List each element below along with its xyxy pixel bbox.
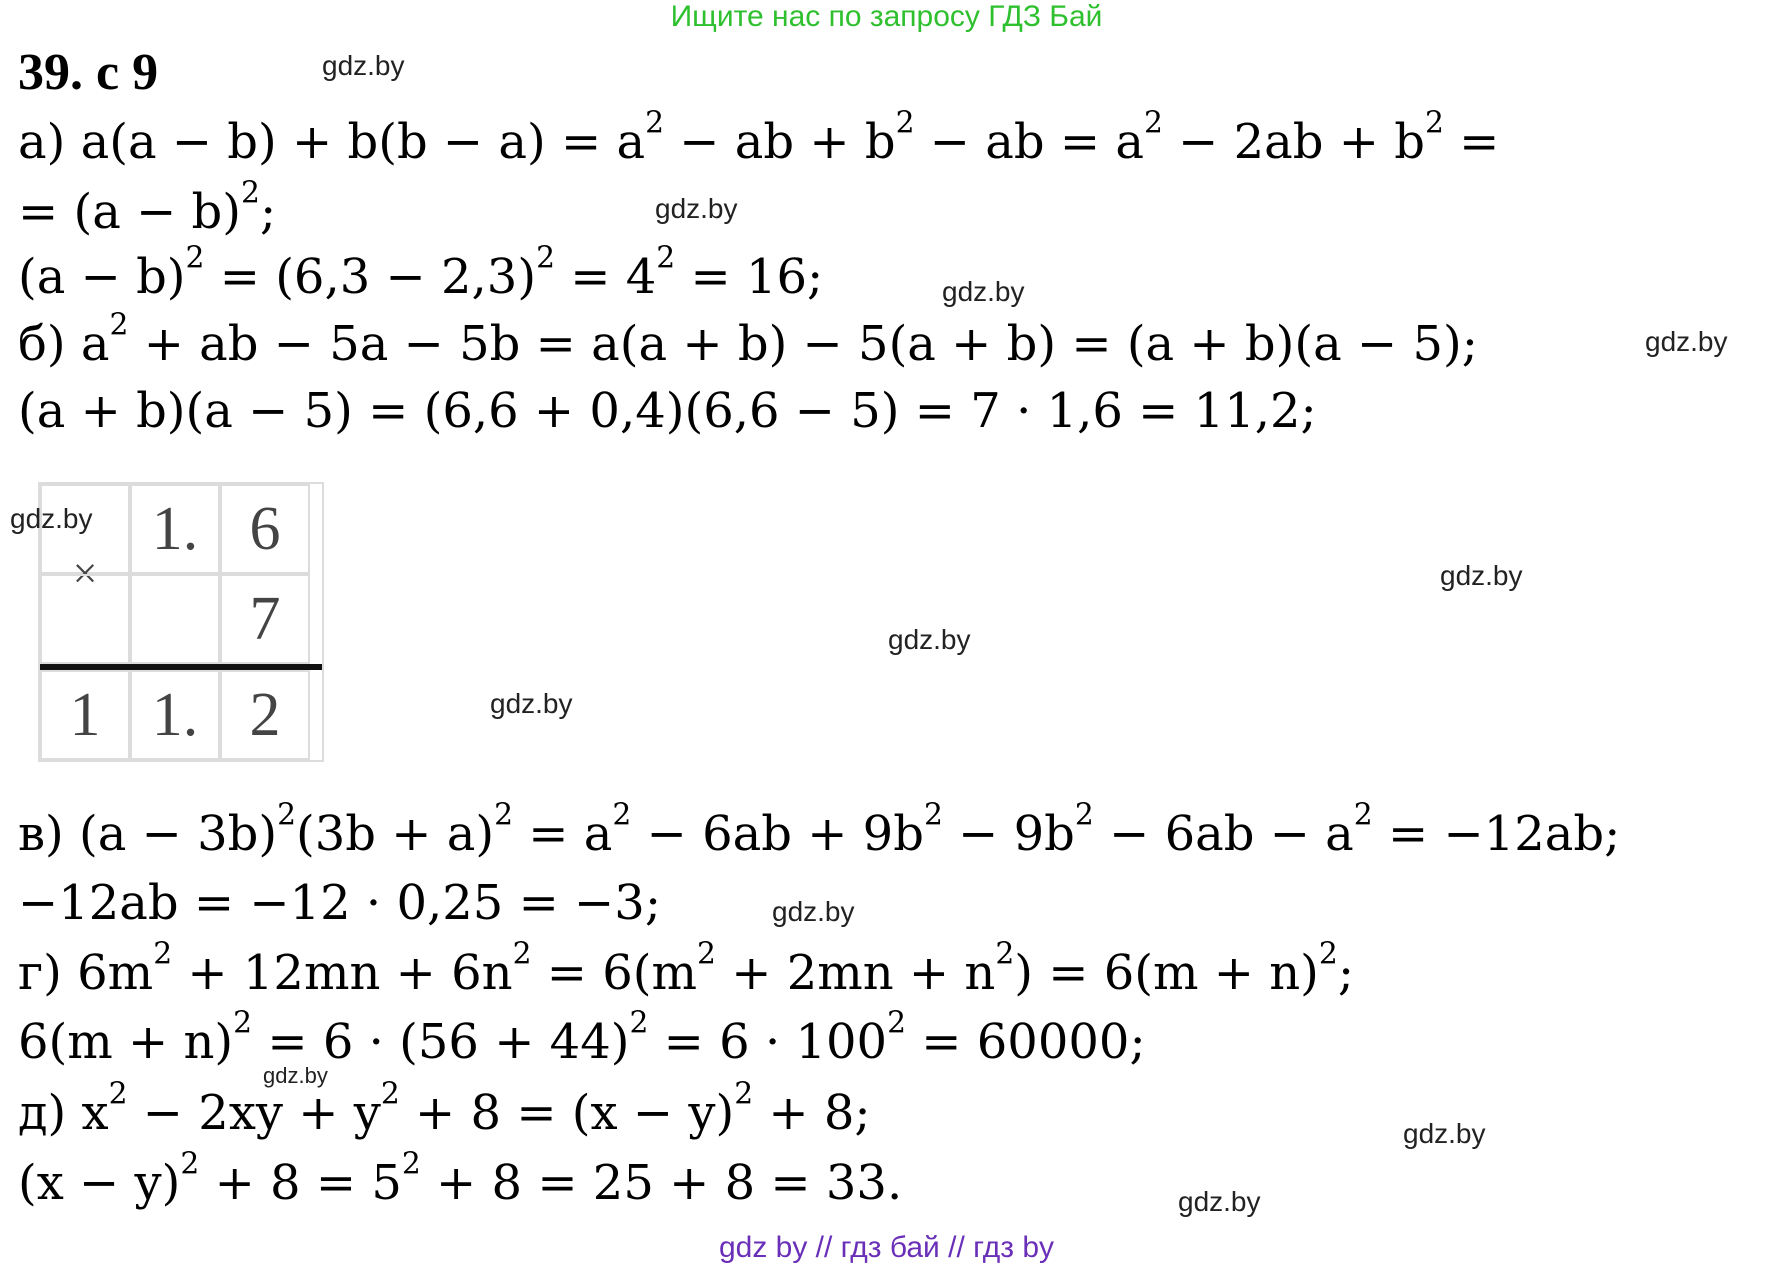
task-title: 39. с 9 — [18, 44, 159, 101]
solution-line-a1: а) $a(a - b) + b(b - a) = a^2$ − ab + $b^2$ − ab = $a^2 - 2ab + b^2$ = — [18, 105, 1500, 170]
solution-line-g1: г) $6m^2 + 12mn + 6n^2 = 6(m^2 + 2mn + n^2) = 6(m + n)^2$; — [18, 936, 1354, 1001]
solution-line-a2: = $(a - b)^2$; — [18, 175, 277, 240]
watermark: gdz.by — [490, 688, 573, 719]
solution-line-v2: −12ab = −12 · 0,25 = −3; — [18, 875, 661, 931]
calc-cell: 7 — [220, 574, 310, 664]
watermark: gdz.by — [888, 624, 971, 655]
footer-links: gdz by // гдз бай // гдз by — [718, 1231, 1055, 1264]
watermark: gdz.by — [655, 193, 738, 224]
calc-cell: 2 — [220, 670, 310, 760]
calc-cell — [130, 574, 220, 664]
watermark: gdz.by — [10, 503, 93, 534]
calc-cell — [40, 574, 130, 664]
solution-line-b2: (a + b)(a − 5) = (6,6 + 0,4)(6,6 − 5) = 7 · 1,6 = 11,2; — [18, 383, 1317, 439]
watermark: gdz.by — [942, 276, 1025, 307]
watermark: gdz.by — [263, 1063, 328, 1088]
watermark: gdz.by — [1645, 326, 1728, 357]
solution-line-b1: б) $a^2$ + ab − 5a − 5b = a(a + b) − 5(a + b) = (a + b)(a − 5); — [18, 307, 1478, 372]
calc-cell: 6 — [220, 484, 310, 574]
multiply-sign: × — [40, 484, 130, 574]
watermark: gdz.by — [1440, 560, 1523, 591]
solution-line-a3: $(a - b)^2 = (6,3 - 2,3)^2 = 4^2 = 16$; — [18, 240, 824, 305]
calc-row-result — [40, 670, 322, 760]
calc-cell: 1. — [130, 484, 220, 574]
watermark: gdz.by — [772, 896, 855, 927]
watermark: gdz.by — [322, 50, 405, 81]
solution-line-g2: $6(m + n)^2 = 6 \cdot (56 + 44)^2 = 6 \cdot 100^2 = 60000$; — [18, 1005, 1146, 1070]
search-banner: Ищите нас по запросу ГДЗ Бай — [670, 0, 1103, 33]
calc-cell: 1 — [40, 670, 130, 760]
solution-line-d2: $(x - y)^2 + 8 = 5^2 + 8 = 25 + 8 = 33$. — [18, 1146, 903, 1211]
calc-cell: 1. — [130, 670, 220, 760]
calc-row-multiplier — [40, 574, 322, 664]
solution-line-d1: д) $x^2 - 2xy + y^2 + 8 = (x - y)^2 + 8$; — [18, 1076, 871, 1141]
watermark: gdz.by — [1403, 1118, 1486, 1149]
solution-line-v1: в) $(a - 3b)^2(3b + a)^2 = a^2 - 6ab + 9b^2 - 9b^2 - 6ab - a^2 = -12ab$; — [18, 797, 1621, 862]
watermark: gdz.by — [1178, 1186, 1261, 1217]
